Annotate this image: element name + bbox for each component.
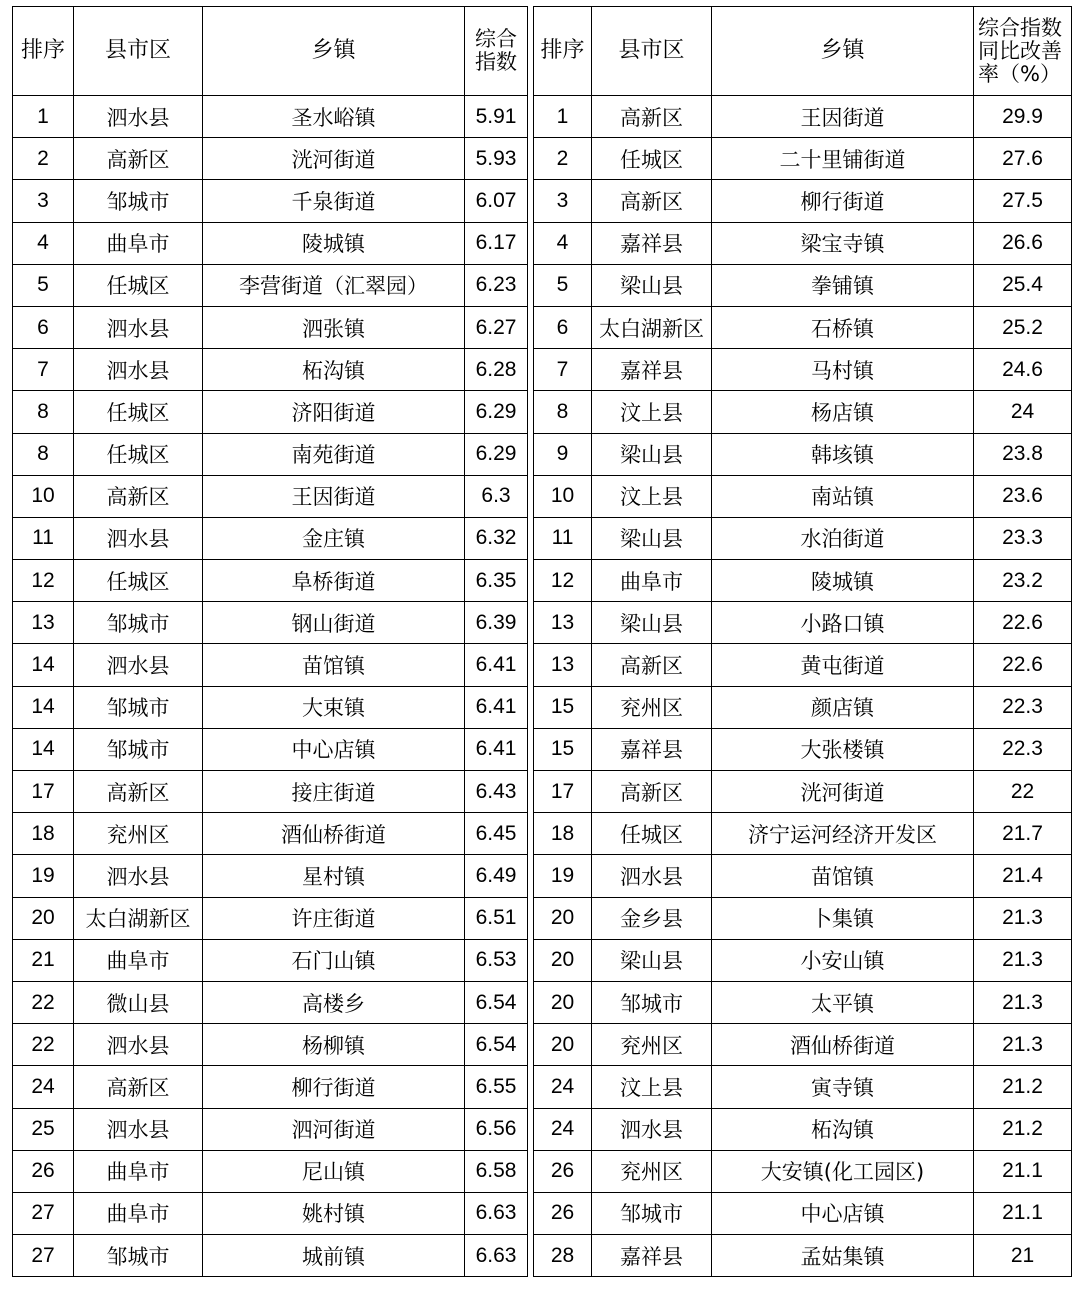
value-cell: 6.51	[465, 897, 528, 939]
value-cell: 21.3	[974, 981, 1072, 1023]
value-cell: 6.32	[465, 517, 528, 559]
town-cell: 拳铺镇	[712, 264, 974, 306]
rank-cell: 24	[534, 1066, 592, 1108]
county-cell: 邹城市	[74, 686, 203, 728]
town-cell: 大张楼镇	[712, 728, 974, 770]
rank-cell: 8	[13, 391, 74, 433]
town-cell: 太平镇	[712, 981, 974, 1023]
header-county: 县市区	[74, 7, 203, 96]
value-cell: 6.29	[465, 433, 528, 475]
value-cell: 6.54	[465, 1024, 528, 1066]
county-cell: 梁山县	[592, 517, 712, 559]
town-cell: 大安镇(化工园区)	[712, 1150, 974, 1192]
rank-cell: 1	[13, 96, 74, 138]
table-row	[534, 1024, 1072, 1066]
county-cell: 嘉祥县	[592, 222, 712, 264]
value-cell: 21.3	[974, 939, 1072, 981]
town-cell: 卜集镇	[712, 897, 974, 939]
town-cell: 柘沟镇	[203, 349, 465, 391]
value-cell: 6.17	[465, 222, 528, 264]
rank-cell: 6	[13, 306, 74, 348]
rank-cell: 22	[13, 981, 74, 1023]
town-cell: 孟姑集镇	[712, 1235, 974, 1277]
table-body	[13, 96, 528, 1277]
county-cell: 曲阜市	[74, 939, 203, 981]
table-row	[13, 475, 528, 517]
rank-cell: 20	[13, 897, 74, 939]
county-cell: 任城区	[74, 264, 203, 306]
county-cell: 高新区	[592, 644, 712, 686]
table-row	[534, 180, 1072, 222]
rank-cell: 18	[13, 813, 74, 855]
town-cell: 圣水峪镇	[203, 96, 465, 138]
value-cell: 21.1	[974, 1150, 1072, 1192]
rank-cell: 10	[13, 475, 74, 517]
town-cell: 苗馆镇	[203, 644, 465, 686]
table-row	[13, 138, 528, 180]
value-cell: 6.63	[465, 1235, 528, 1277]
value-cell: 25.2	[974, 306, 1072, 348]
rank-cell: 26	[13, 1150, 74, 1192]
table-header-row	[13, 7, 528, 96]
town-cell: 陵城镇	[712, 560, 974, 602]
rank-cell: 14	[13, 686, 74, 728]
table-row	[13, 602, 528, 644]
county-cell: 邹城市	[74, 1235, 203, 1277]
value-cell: 6.39	[465, 602, 528, 644]
rank-cell: 9	[534, 433, 592, 475]
value-cell: 21.4	[974, 855, 1072, 897]
value-cell: 6.35	[465, 560, 528, 602]
value-cell: 27.5	[974, 180, 1072, 222]
value-cell: 5.93	[465, 138, 528, 180]
rank-cell: 14	[13, 644, 74, 686]
value-cell: 21	[974, 1235, 1072, 1277]
table-row	[534, 306, 1072, 348]
rank-cell: 6	[534, 306, 592, 348]
table-row	[13, 644, 528, 686]
table-row	[534, 771, 1072, 813]
county-cell: 曲阜市	[592, 560, 712, 602]
rank-cell: 1	[534, 96, 592, 138]
value-cell: 21.2	[974, 1066, 1072, 1108]
table-body	[534, 96, 1072, 1277]
value-cell: 24.6	[974, 349, 1072, 391]
value-cell: 6.28	[465, 349, 528, 391]
table-row	[13, 1192, 528, 1234]
county-cell: 嘉祥县	[592, 728, 712, 770]
county-cell: 梁山县	[592, 602, 712, 644]
header-town: 乡镇	[712, 7, 974, 96]
county-cell: 邹城市	[74, 602, 203, 644]
table-row	[534, 981, 1072, 1023]
value-cell: 6.53	[465, 939, 528, 981]
rank-cell: 13	[13, 602, 74, 644]
header-county: 县市区	[592, 7, 712, 96]
county-cell: 高新区	[592, 180, 712, 222]
value-cell: 6.41	[465, 686, 528, 728]
table-row	[534, 264, 1072, 306]
rank-cell: 3	[534, 180, 592, 222]
county-cell: 泗水县	[74, 96, 203, 138]
rank-cell: 7	[534, 349, 592, 391]
value-cell: 6.29	[465, 391, 528, 433]
town-cell: 城前镇	[203, 1235, 465, 1277]
town-cell: 尼山镇	[203, 1150, 465, 1192]
table-row	[13, 855, 528, 897]
town-cell: 石门山镇	[203, 939, 465, 981]
rank-cell: 26	[534, 1192, 592, 1234]
county-cell: 兖州区	[74, 813, 203, 855]
table-row	[13, 349, 528, 391]
value-cell: 6.43	[465, 771, 528, 813]
county-cell: 泗水县	[592, 1108, 712, 1150]
rank-cell: 21	[13, 939, 74, 981]
county-cell: 泗水县	[74, 855, 203, 897]
table-row	[534, 222, 1072, 264]
rank-cell: 19	[13, 855, 74, 897]
town-cell: 小安山镇	[712, 939, 974, 981]
table-row	[534, 517, 1072, 559]
header-rank: 排序	[534, 7, 592, 96]
county-cell: 泗水县	[592, 855, 712, 897]
value-cell: 6.07	[465, 180, 528, 222]
header-rank: 排序	[13, 7, 74, 96]
county-cell: 邹城市	[592, 1192, 712, 1234]
county-cell: 高新区	[74, 138, 203, 180]
town-cell: 许庄街道	[203, 897, 465, 939]
rank-cell: 11	[534, 517, 592, 559]
town-cell: 杨店镇	[712, 391, 974, 433]
rank-cell: 20	[534, 897, 592, 939]
value-cell: 6.55	[465, 1066, 528, 1108]
town-cell: 王因街道	[203, 475, 465, 517]
rank-cell: 10	[534, 475, 592, 517]
rank-cell: 19	[534, 855, 592, 897]
county-cell: 兖州区	[592, 1150, 712, 1192]
rank-cell: 25	[13, 1108, 74, 1150]
value-cell: 23.8	[974, 433, 1072, 475]
town-cell: 泗张镇	[203, 306, 465, 348]
value-cell: 27.6	[974, 138, 1072, 180]
county-cell: 太白湖新区	[74, 897, 203, 939]
value-cell: 6.63	[465, 1192, 528, 1234]
value-cell: 6.54	[465, 981, 528, 1023]
value-cell: 5.91	[465, 96, 528, 138]
table-row	[534, 1150, 1072, 1192]
town-cell: 钢山街道	[203, 602, 465, 644]
table-row	[534, 855, 1072, 897]
table-row	[534, 1066, 1072, 1108]
rank-cell: 8	[534, 391, 592, 433]
town-cell: 黄屯街道	[712, 644, 974, 686]
county-cell: 梁山县	[592, 264, 712, 306]
value-cell: 6.27	[465, 306, 528, 348]
county-cell: 高新区	[74, 475, 203, 517]
table-row	[13, 981, 528, 1023]
county-cell: 泗水县	[74, 517, 203, 559]
rank-cell: 27	[13, 1235, 74, 1277]
county-cell: 高新区	[74, 771, 203, 813]
value-cell: 22.6	[974, 644, 1072, 686]
rank-cell: 12	[13, 560, 74, 602]
town-cell: 杨柳镇	[203, 1024, 465, 1066]
value-cell: 6.3	[465, 475, 528, 517]
value-cell: 22.6	[974, 602, 1072, 644]
county-cell: 邹城市	[592, 981, 712, 1023]
county-cell: 曲阜市	[74, 222, 203, 264]
table-row	[13, 96, 528, 138]
county-cell: 任城区	[74, 560, 203, 602]
table-row	[534, 475, 1072, 517]
rank-cell: 15	[534, 728, 592, 770]
table-row	[13, 433, 528, 475]
rank-cell: 2	[13, 138, 74, 180]
table-row	[13, 1108, 528, 1150]
county-cell: 微山县	[74, 981, 203, 1023]
rank-cell: 20	[534, 939, 592, 981]
header-town: 乡镇	[203, 7, 465, 96]
town-cell: 济阳街道	[203, 391, 465, 433]
county-cell: 兖州区	[592, 1024, 712, 1066]
table-row	[13, 771, 528, 813]
town-cell: 南站镇	[712, 475, 974, 517]
rank-cell: 5	[13, 264, 74, 306]
table-row	[534, 939, 1072, 981]
ranking-table-left	[12, 6, 528, 1277]
town-cell: 金庄镇	[203, 517, 465, 559]
table-row	[13, 1024, 528, 1066]
table-row	[534, 686, 1072, 728]
table-row	[13, 728, 528, 770]
table-row	[534, 813, 1072, 855]
county-cell: 邹城市	[74, 728, 203, 770]
rank-cell: 8	[13, 433, 74, 475]
value-cell: 22	[974, 771, 1072, 813]
town-cell: 李营街道（汇翠园）	[203, 264, 465, 306]
table-row	[13, 897, 528, 939]
town-cell: 寅寺镇	[712, 1066, 974, 1108]
value-cell: 21.2	[974, 1108, 1072, 1150]
value-cell: 6.41	[465, 728, 528, 770]
value-cell: 23.2	[974, 560, 1072, 602]
table-row	[534, 602, 1072, 644]
county-cell: 兖州区	[592, 686, 712, 728]
town-cell: 苗馆镇	[712, 855, 974, 897]
rank-cell: 13	[534, 602, 592, 644]
town-cell: 水泊街道	[712, 517, 974, 559]
town-cell: 南苑街道	[203, 433, 465, 475]
table-row	[13, 560, 528, 602]
rank-cell: 12	[534, 560, 592, 602]
rank-cell: 2	[534, 138, 592, 180]
county-cell: 嘉祥县	[592, 1235, 712, 1277]
table-row	[13, 391, 528, 433]
value-cell: 6.41	[465, 644, 528, 686]
county-cell: 金乡县	[592, 897, 712, 939]
table-row	[534, 433, 1072, 475]
value-cell: 22.3	[974, 686, 1072, 728]
town-cell: 二十里铺街道	[712, 138, 974, 180]
rank-cell: 15	[534, 686, 592, 728]
county-cell: 梁山县	[592, 939, 712, 981]
county-cell: 任城区	[74, 433, 203, 475]
table-row	[13, 306, 528, 348]
county-cell: 泗水县	[74, 1108, 203, 1150]
county-cell: 太白湖新区	[592, 306, 712, 348]
county-cell: 邹城市	[74, 180, 203, 222]
table-row	[534, 1235, 1072, 1277]
town-cell: 千泉街道	[203, 180, 465, 222]
town-cell: 洸河街道	[712, 771, 974, 813]
county-cell: 泗水县	[74, 306, 203, 348]
rank-cell: 7	[13, 349, 74, 391]
town-cell: 洸河街道	[203, 138, 465, 180]
table-row	[534, 1192, 1072, 1234]
town-cell: 中心店镇	[712, 1192, 974, 1234]
table-row	[534, 391, 1072, 433]
town-cell: 韩垓镇	[712, 433, 974, 475]
table-row	[534, 349, 1072, 391]
county-cell: 梁山县	[592, 433, 712, 475]
table-row	[534, 728, 1072, 770]
county-cell: 曲阜市	[74, 1192, 203, 1234]
table-row	[13, 264, 528, 306]
rank-cell: 24	[534, 1108, 592, 1150]
town-cell: 柳行街道	[712, 180, 974, 222]
table-row	[13, 517, 528, 559]
value-cell: 24	[974, 391, 1072, 433]
value-cell: 21.3	[974, 897, 1072, 939]
table-row	[534, 138, 1072, 180]
town-cell: 高楼乡	[203, 981, 465, 1023]
town-cell: 中心店镇	[203, 728, 465, 770]
rank-cell: 24	[13, 1066, 74, 1108]
rank-cell: 26	[534, 1150, 592, 1192]
table-row	[534, 560, 1072, 602]
value-cell: 26.6	[974, 222, 1072, 264]
county-cell: 泗水县	[74, 1024, 203, 1066]
rank-cell: 28	[534, 1235, 592, 1277]
rank-cell: 17	[13, 771, 74, 813]
table-header-row	[534, 7, 1072, 96]
town-cell: 陵城镇	[203, 222, 465, 264]
county-cell: 任城区	[592, 813, 712, 855]
town-cell: 颜店镇	[712, 686, 974, 728]
table-row	[13, 1235, 528, 1277]
town-cell: 马村镇	[712, 349, 974, 391]
county-cell: 汶上县	[592, 1066, 712, 1108]
table-row	[534, 96, 1072, 138]
town-cell: 酒仙桥街道	[203, 813, 465, 855]
county-cell: 任城区	[592, 138, 712, 180]
rank-cell: 17	[534, 771, 592, 813]
rank-cell: 27	[13, 1192, 74, 1234]
town-cell: 接庄街道	[203, 771, 465, 813]
value-cell: 23.6	[974, 475, 1072, 517]
town-cell: 梁宝寺镇	[712, 222, 974, 264]
rank-cell: 11	[13, 517, 74, 559]
county-cell: 汶上县	[592, 475, 712, 517]
value-cell: 6.23	[465, 264, 528, 306]
value-cell: 25.4	[974, 264, 1072, 306]
town-cell: 王因街道	[712, 96, 974, 138]
table-row	[13, 1066, 528, 1108]
rank-cell: 4	[534, 222, 592, 264]
value-cell: 6.56	[465, 1108, 528, 1150]
table-row	[13, 686, 528, 728]
table-row	[13, 939, 528, 981]
value-cell: 6.49	[465, 855, 528, 897]
county-cell: 泗水县	[74, 349, 203, 391]
rank-cell: 20	[534, 1024, 592, 1066]
town-cell: 阜桥街道	[203, 560, 465, 602]
table-row	[13, 222, 528, 264]
county-cell: 嘉祥县	[592, 349, 712, 391]
value-cell: 6.45	[465, 813, 528, 855]
table-row	[534, 1108, 1072, 1150]
town-cell: 大束镇	[203, 686, 465, 728]
county-cell: 曲阜市	[74, 1150, 203, 1192]
value-cell: 29.9	[974, 96, 1072, 138]
rank-cell: 18	[534, 813, 592, 855]
town-cell: 济宁运河经济开发区	[712, 813, 974, 855]
town-cell: 柘沟镇	[712, 1108, 974, 1150]
table-row	[13, 813, 528, 855]
county-cell: 高新区	[592, 771, 712, 813]
table-row	[13, 1150, 528, 1192]
rank-cell: 13	[534, 644, 592, 686]
rank-cell: 14	[13, 728, 74, 770]
town-cell: 星村镇	[203, 855, 465, 897]
rank-cell: 4	[13, 222, 74, 264]
county-cell: 高新区	[592, 96, 712, 138]
town-cell: 柳行街道	[203, 1066, 465, 1108]
value-cell: 23.3	[974, 517, 1072, 559]
town-cell: 酒仙桥街道	[712, 1024, 974, 1066]
county-cell: 任城区	[74, 391, 203, 433]
town-cell: 石桥镇	[712, 306, 974, 348]
header-improvement-rate: 综合指数同比改善率（%）	[974, 7, 1072, 96]
rank-cell: 5	[534, 264, 592, 306]
table-row	[534, 897, 1072, 939]
value-cell: 22.3	[974, 728, 1072, 770]
value-cell: 6.58	[465, 1150, 528, 1192]
rank-cell: 22	[13, 1024, 74, 1066]
town-cell: 泗河街道	[203, 1108, 465, 1150]
town-cell: 小路口镇	[712, 602, 974, 644]
ranking-table-right	[533, 6, 1072, 1277]
county-cell: 泗水县	[74, 644, 203, 686]
rank-cell: 20	[534, 981, 592, 1023]
header-composite-index: 综合指数	[465, 7, 528, 96]
county-cell: 汶上县	[592, 391, 712, 433]
county-cell: 高新区	[74, 1066, 203, 1108]
rank-cell: 3	[13, 180, 74, 222]
value-cell: 21.1	[974, 1192, 1072, 1234]
value-cell: 21.3	[974, 1024, 1072, 1066]
table-row	[13, 180, 528, 222]
value-cell: 21.7	[974, 813, 1072, 855]
table-row	[534, 644, 1072, 686]
town-cell: 姚村镇	[203, 1192, 465, 1234]
